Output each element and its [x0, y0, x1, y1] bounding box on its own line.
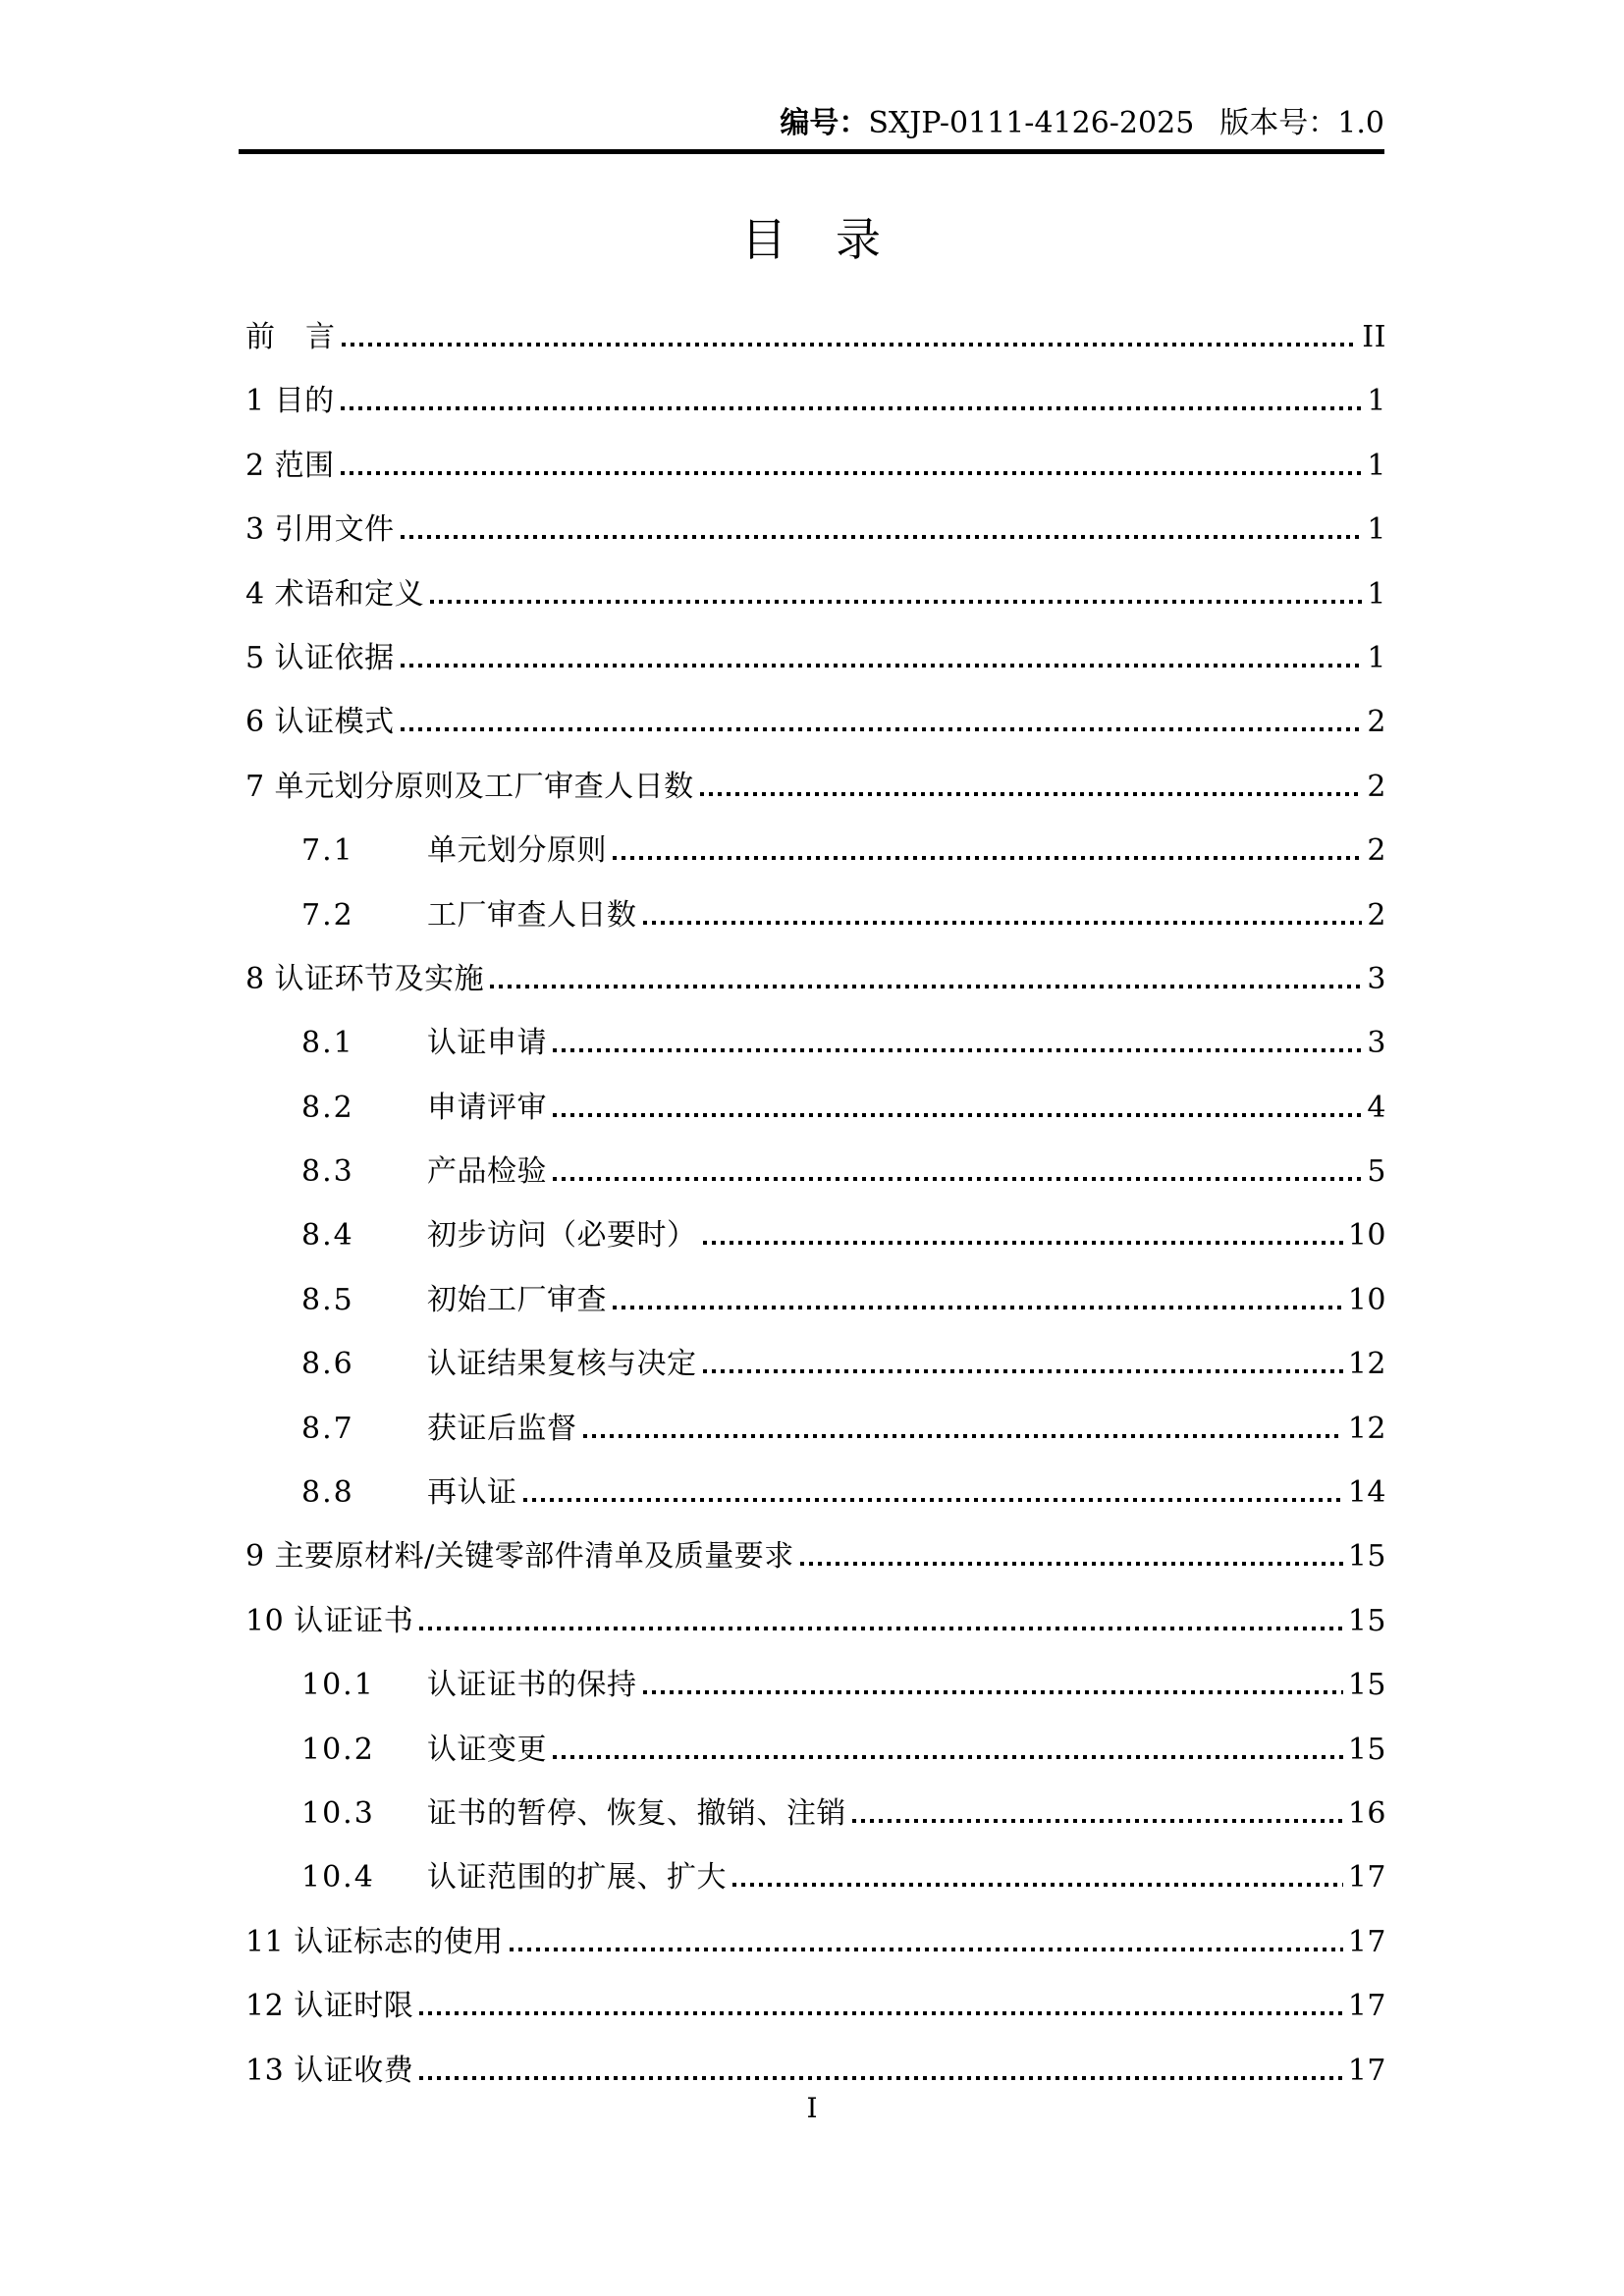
toc-entry-number: 10.4 [301, 1860, 375, 1896]
toc-entry-number: 8.5 [301, 1282, 354, 1317]
toc-entry-label: 再认证 [427, 1475, 517, 1511]
toc-entry-page: 1 [1367, 640, 1386, 675]
dot-leader [553, 1113, 1362, 1117]
toc-entry-page: II [1362, 320, 1386, 354]
toc-entry-label: 初始工厂审查 [427, 1282, 607, 1317]
toc-entry-label: 认证证书的保持 [427, 1668, 637, 1703]
dot-leader [419, 1627, 1343, 1630]
dot-leader [553, 1048, 1362, 1052]
dot-leader [401, 727, 1363, 731]
dot-leader [852, 1819, 1343, 1823]
toc-list [245, 305, 1386, 2103]
toc-entry-page: 15 [1347, 1668, 1386, 1703]
toc-entry[interactable] [245, 883, 1386, 947]
toc-entry-page: 10 [1347, 1218, 1386, 1254]
toc-entry-number: 8.7 [301, 1411, 354, 1446]
dot-leader [523, 1498, 1343, 1502]
toc-entry-label: 初步访问（必要时） [427, 1218, 697, 1254]
toc-entry[interactable] [245, 1653, 1386, 1717]
toc-entry-label: 3 引用文件 [245, 512, 395, 548]
toc-entry[interactable] [245, 1589, 1386, 1653]
dot-leader [341, 406, 1363, 410]
dot-leader [401, 664, 1363, 667]
dot-leader [490, 985, 1362, 988]
toc-entry-page: 12 [1347, 1411, 1386, 1446]
toc-entry[interactable] [245, 1974, 1386, 2038]
toc-entry[interactable] [245, 1718, 1386, 1782]
toc-entry-number: 7.1 [301, 833, 354, 869]
dot-leader [613, 1306, 1343, 1309]
toc-entry-page: 1 [1367, 576, 1386, 612]
toc-entry-page: 15 [1347, 1539, 1386, 1575]
toc-entry-label: 4 术语和定义 [245, 576, 425, 612]
version-label: 版本号： [1219, 106, 1338, 140]
toc-entry-label: 7 单元划分原则及工厂审查人日数 [245, 769, 694, 804]
version-value: 1.0 [1337, 106, 1384, 140]
toc-entry[interactable] [245, 1910, 1386, 1974]
toc-entry-label: 产品检验 [427, 1154, 547, 1190]
toc-entry-page: 3 [1367, 1026, 1386, 1061]
toc-entry[interactable] [245, 1011, 1386, 1075]
toc-entry-label: 2 范围 [245, 448, 335, 483]
toc-entry-number: 10.2 [301, 1732, 375, 1767]
toc-entry-page: 17 [1347, 1924, 1386, 1959]
toc-entry-page: 15 [1347, 1732, 1386, 1767]
toc-entry[interactable] [245, 1268, 1386, 1332]
toc-entry-page: 2 [1367, 705, 1386, 740]
toc-entry-label: 12 认证时限 [245, 1989, 414, 2024]
toc-entry-label: 证书的暂停、恢复、撤销、注销 [427, 1795, 846, 1831]
toc-entry-label: 获证后监督 [427, 1411, 577, 1446]
dot-leader [643, 1690, 1343, 1694]
toc-entry[interactable] [245, 626, 1386, 690]
toc-entry[interactable] [245, 1782, 1386, 1845]
toc-entry-label: 1 目的 [245, 384, 335, 419]
toc-entry-number: 7.2 [301, 897, 354, 933]
toc-entry-number: 8.6 [301, 1347, 354, 1382]
toc-entry-label: 11 认证标志的使用 [245, 1924, 504, 1959]
toc-entry[interactable] [245, 1332, 1386, 1396]
dot-leader [510, 1948, 1343, 1951]
document-header [780, 104, 1384, 143]
toc-entry-page: 16 [1347, 1795, 1386, 1831]
doc-number-label: 编号： [780, 106, 869, 140]
toc-entry[interactable] [245, 947, 1386, 1011]
toc-entry[interactable] [245, 1203, 1386, 1267]
toc-entry[interactable] [245, 305, 1386, 369]
toc-entry-label: 工厂审查人日数 [427, 897, 637, 933]
toc-entry-label: 前 言 [245, 320, 336, 354]
toc-entry-page: 1 [1367, 512, 1386, 548]
toc-entry-page: 1 [1367, 384, 1386, 419]
dot-leader [732, 1883, 1343, 1887]
dot-leader [553, 1177, 1362, 1181]
page-footer: I [806, 2092, 818, 2124]
toc-entry-number: 8.2 [301, 1090, 354, 1125]
toc-entry-label: 认证结果复核与决定 [427, 1347, 697, 1382]
toc-entry-number: 8.8 [301, 1475, 354, 1511]
toc-entry-label: 认证变更 [427, 1732, 547, 1767]
toc-entry-label: 8 认证环节及实施 [245, 961, 485, 996]
toc-entry-page: 17 [1347, 1989, 1386, 2024]
dot-leader [800, 1562, 1343, 1566]
toc-entry-label: 13 认证收费 [245, 2053, 414, 2088]
dot-leader [703, 1241, 1343, 1245]
dot-leader [419, 2011, 1343, 2015]
toc-entry[interactable] [245, 562, 1386, 626]
toc-entry[interactable] [245, 819, 1386, 882]
toc-entry[interactable] [245, 1524, 1386, 1588]
toc-entry-label: 6 认证模式 [245, 705, 395, 740]
toc-entry-page: 5 [1367, 1154, 1386, 1190]
dot-leader [341, 471, 1363, 475]
dot-leader [700, 792, 1363, 796]
toc-entry[interactable] [245, 1140, 1386, 1203]
toc-entry-label: 申请评审 [427, 1090, 547, 1125]
dot-leader [342, 343, 1358, 347]
toc-entry[interactable] [245, 1461, 1386, 1524]
toc-entry-page: 17 [1347, 2053, 1386, 2088]
toc-entry-number: 8.3 [301, 1154, 354, 1190]
toc-entry-page: 3 [1367, 961, 1386, 996]
dot-leader [553, 1755, 1343, 1759]
dot-leader [419, 2076, 1343, 2080]
toc-entry[interactable] [245, 369, 1386, 433]
toc-entry-label: 9 主要原材料/关键零部件清单及质量要求 [245, 1539, 794, 1575]
toc-entry-label: 单元划分原则 [427, 833, 607, 869]
toc-entry-page: 4 [1367, 1090, 1386, 1125]
toc-entry-page: 15 [1347, 1603, 1386, 1638]
toc-entry-number: 10.3 [301, 1795, 375, 1831]
toc-entry-number: 10.1 [301, 1668, 375, 1703]
dot-leader [643, 921, 1363, 925]
toc-entry[interactable] [245, 1845, 1386, 1909]
toc-entry[interactable] [245, 1076, 1386, 1140]
toc-entry-label: 10 认证证书 [245, 1603, 414, 1638]
toc-entry-page: 12 [1347, 1347, 1386, 1382]
toc-entry[interactable] [245, 434, 1386, 498]
toc-entry-page: 2 [1367, 897, 1386, 933]
dot-leader [703, 1369, 1343, 1373]
toc-entry-page: 17 [1347, 1860, 1386, 1896]
toc-title: 目 录 [741, 213, 883, 266]
toc-entry-number: 8.4 [301, 1218, 354, 1254]
toc-entry-label: 认证申请 [427, 1026, 547, 1061]
toc-entry-label: 5 认证依据 [245, 640, 395, 675]
toc-entry-page: 1 [1367, 448, 1386, 483]
toc-entry[interactable] [245, 498, 1386, 561]
doc-number-value: SXJP-0111-4126-2025 [868, 106, 1195, 140]
toc-entry-page: 2 [1367, 769, 1386, 804]
dot-leader [613, 856, 1362, 860]
toc-entry[interactable] [245, 690, 1386, 754]
header-rule [239, 149, 1384, 154]
dot-leader [583, 1434, 1343, 1438]
dot-leader [430, 600, 1362, 604]
toc-entry-page: 2 [1367, 833, 1386, 869]
toc-entry-label: 认证范围的扩展、扩大 [427, 1860, 727, 1896]
toc-entry[interactable] [245, 1397, 1386, 1461]
toc-entry-number: 8.1 [301, 1026, 354, 1061]
toc-entry-page: 14 [1347, 1475, 1386, 1511]
dot-leader [401, 535, 1363, 539]
toc-entry-page: 10 [1347, 1282, 1386, 1317]
toc-entry[interactable] [245, 755, 1386, 819]
